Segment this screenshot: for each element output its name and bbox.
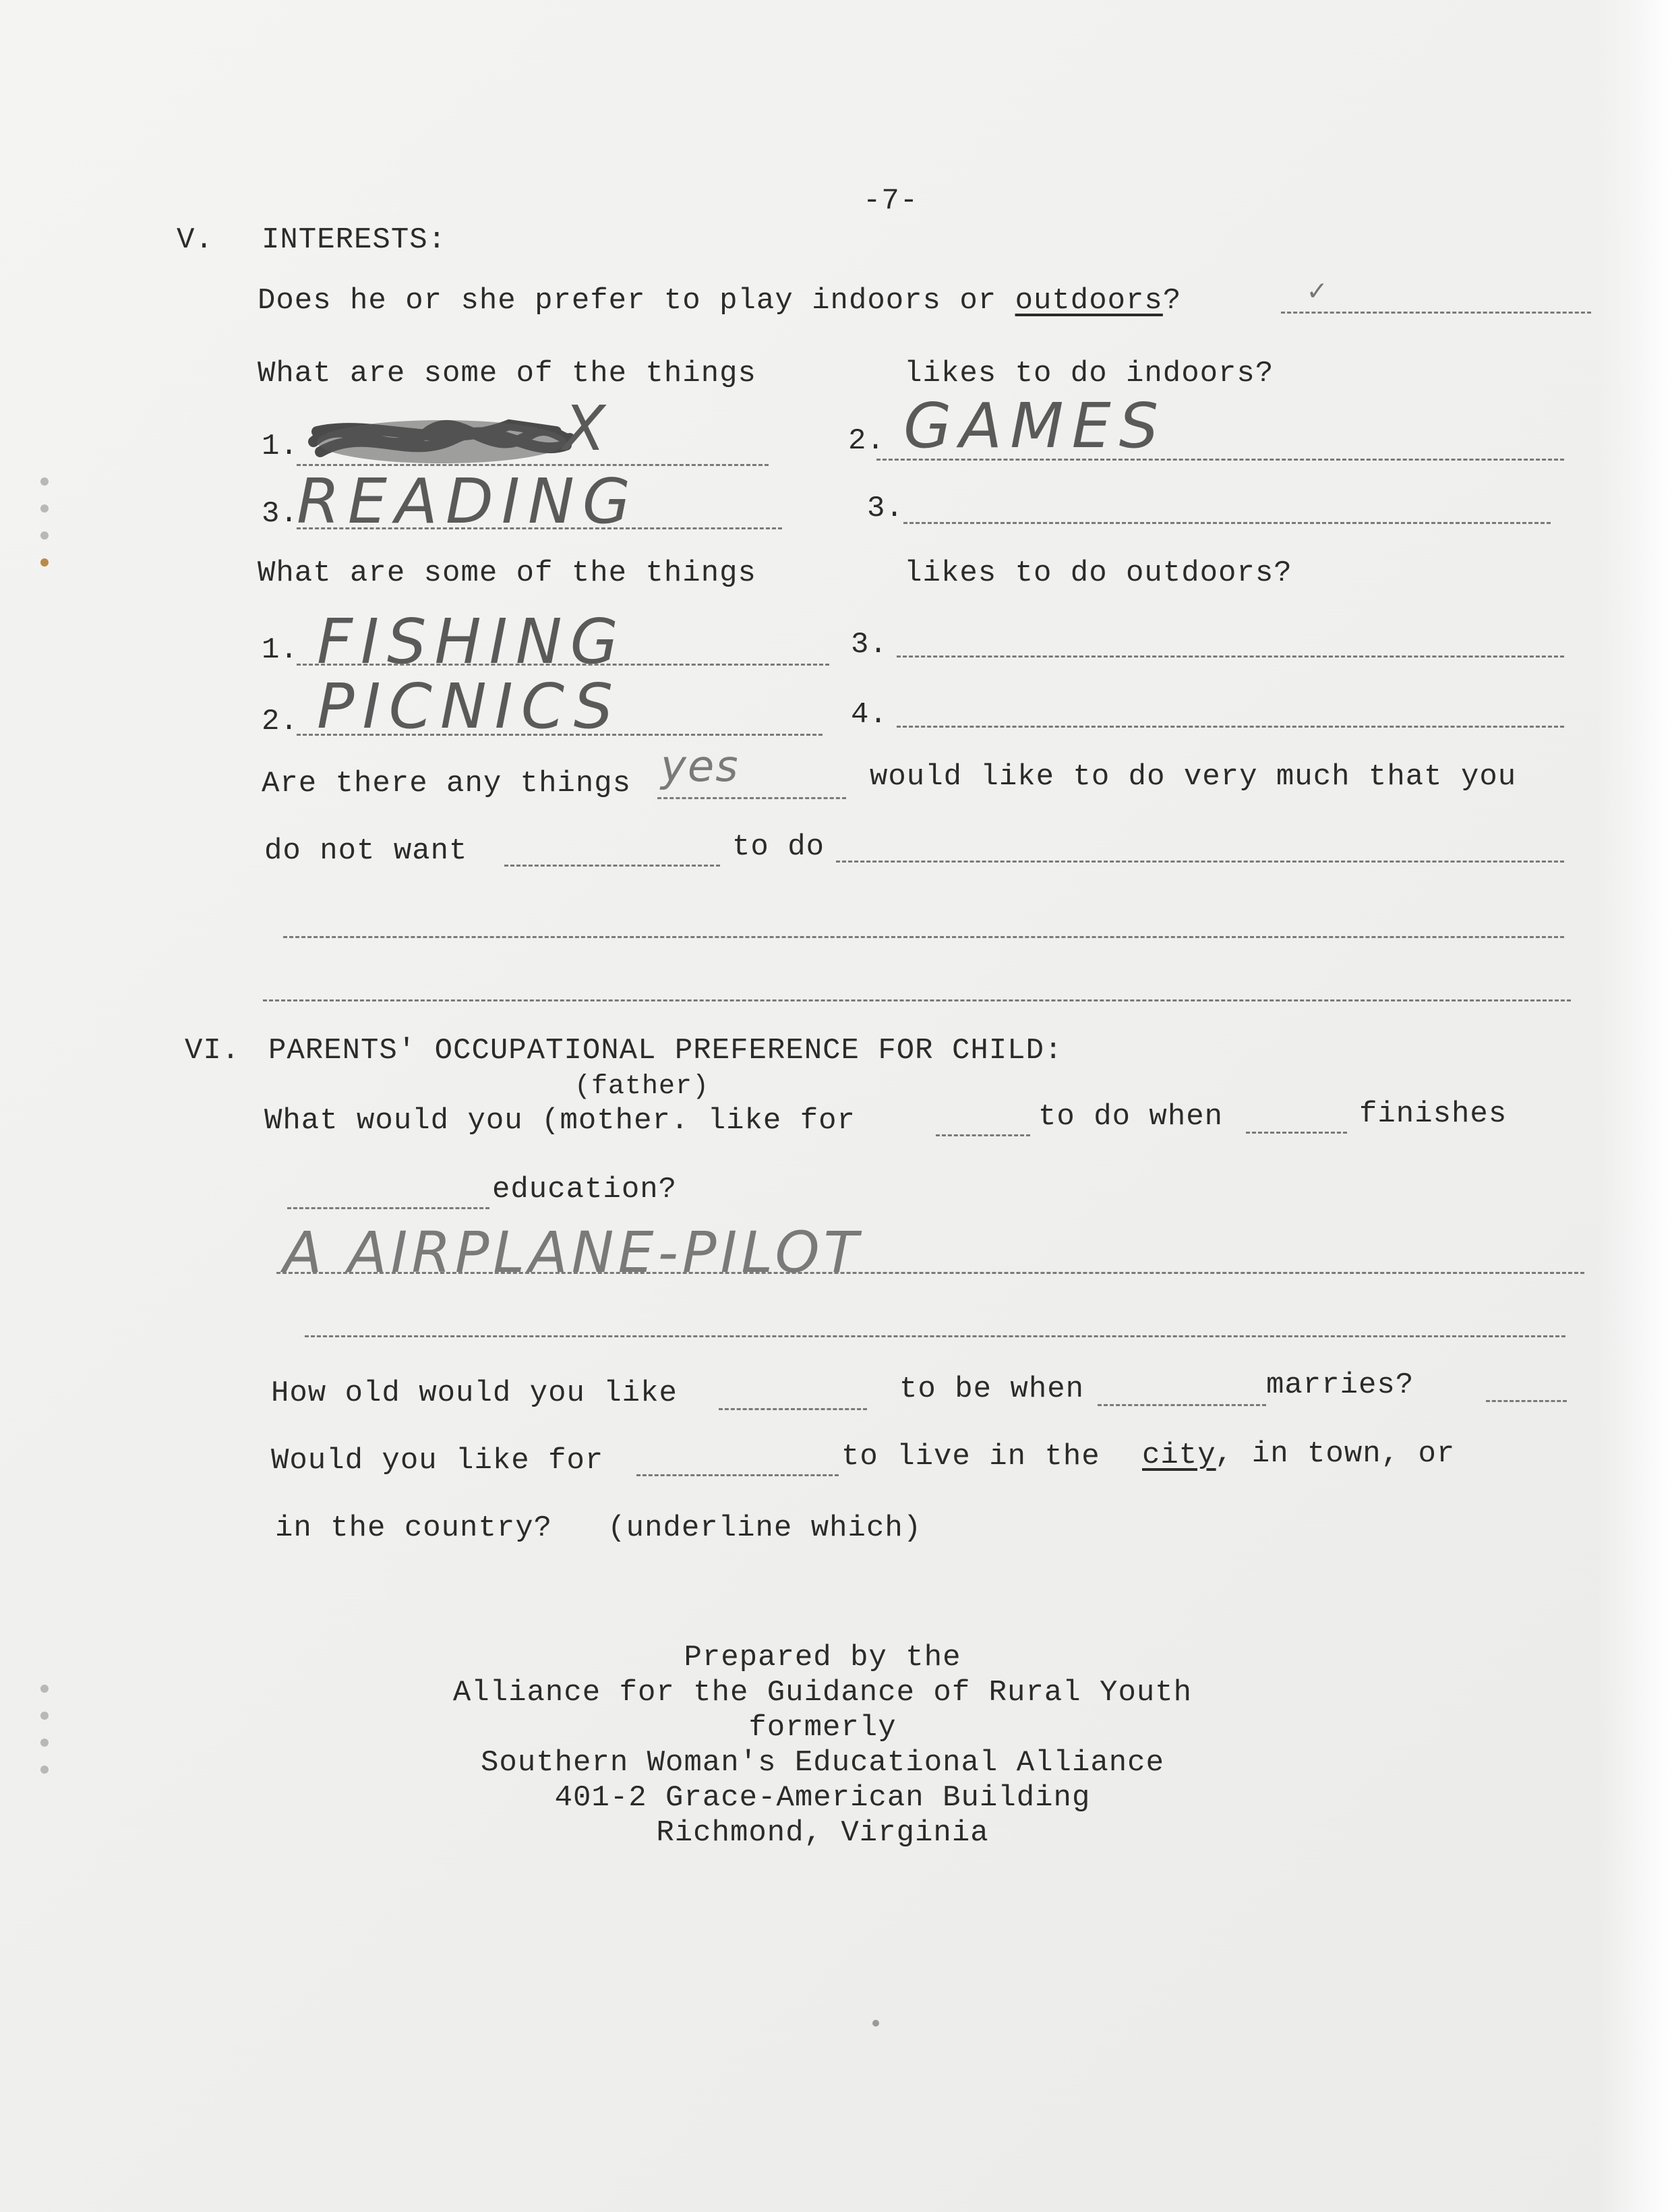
occupation-answer-line-1[interactable] xyxy=(276,1272,1584,1274)
live-child-line[interactable] xyxy=(636,1474,839,1476)
live-question-a: Would you like for xyxy=(271,1444,604,1478)
outdoor-item-4-num: 4. xyxy=(851,698,888,732)
indoor-line-4[interactable] xyxy=(903,522,1551,524)
indoor-item-2-num: 2. xyxy=(848,424,885,458)
outdoor-answer-fishing: FISHING xyxy=(317,606,626,678)
left-edge-marks-top xyxy=(40,459,54,585)
occupation-question-d: education? xyxy=(492,1173,678,1206)
occupation-question-c: finishes xyxy=(1359,1097,1507,1131)
outdoors-underlined: outdoors xyxy=(1015,284,1163,318)
things-question-c: do not want xyxy=(264,834,468,868)
things-question-a: Are there any things xyxy=(262,767,632,801)
occupation-child-line[interactable] xyxy=(936,1134,1030,1136)
outdoor-line-1[interactable] xyxy=(297,664,829,666)
outdoor-item-2-num: 2. xyxy=(262,705,299,738)
do-not-want-line[interactable] xyxy=(504,865,720,867)
footer-line-5: 401-2 Grace-American Building xyxy=(554,1781,1091,1815)
occupation-answer-line-2[interactable] xyxy=(305,1335,1565,1337)
indoor-item-4-num: 3. xyxy=(867,492,904,525)
occupation-finish-line[interactable] xyxy=(1246,1132,1347,1134)
check-mark: ✓ xyxy=(1308,276,1327,310)
live-question-d: in the country? (underline which) xyxy=(275,1511,922,1545)
father-label: (father) xyxy=(574,1072,710,1102)
live-question-c: , in town, or xyxy=(1215,1437,1456,1471)
footer-line-1: Prepared by the xyxy=(684,1641,961,1675)
city-underlined[interactable]: city xyxy=(1142,1438,1216,1472)
age-marry-line[interactable] xyxy=(1098,1404,1266,1406)
section-v-heading: INTERESTS: xyxy=(262,223,447,257)
things-question-d: to do xyxy=(732,830,825,864)
outdoor-line-4[interactable] xyxy=(897,726,1564,728)
age-question-a: How old would you like xyxy=(271,1376,678,1410)
age-child-line[interactable] xyxy=(719,1408,867,1410)
indoor-answer-reading: READING xyxy=(297,465,639,537)
live-question-b: to live in the xyxy=(841,1440,1100,1474)
outdoor-line-2[interactable] xyxy=(297,734,823,736)
outdoor-answer-picnics: PICNICS xyxy=(317,670,622,743)
outdoor-item-3-num: 3. xyxy=(851,628,888,662)
play-question: Does he or she prefer to play indoors or outdoors? xyxy=(258,284,1182,318)
outdoor-question: What are some of the things likes to do outdoors? xyxy=(258,556,1292,590)
age-answer-line[interactable] xyxy=(1486,1400,1567,1402)
occupation-question-a: What would you (mother. like for xyxy=(264,1104,856,1138)
education-line[interactable] xyxy=(287,1207,489,1209)
footer-line-6: Richmond, Virginia xyxy=(656,1816,989,1850)
indoor-line-2[interactable] xyxy=(876,459,1564,461)
things-answer-yes: yes xyxy=(661,742,740,792)
to-do-line[interactable] xyxy=(836,861,1564,863)
paper-speck xyxy=(872,2020,879,2027)
indoor-item-1-num: 1. xyxy=(262,430,299,463)
age-question-c: marries? xyxy=(1266,1368,1414,1402)
indoor-item-3-num: 3. xyxy=(262,497,299,531)
footer-line-4: Southern Woman's Educational Alliance xyxy=(481,1746,1164,1780)
extra-line-2[interactable] xyxy=(263,999,1571,1001)
footer-line-3: formerly xyxy=(748,1711,897,1745)
outdoor-item-1-num: 1. xyxy=(262,633,299,667)
crossed-mark: X xyxy=(563,392,614,465)
indoor-answer-games: GAMES xyxy=(903,390,1167,462)
footer-line-2: Alliance for the Guidance of Rural Youth xyxy=(452,1676,1193,1710)
paper-edge xyxy=(1598,0,1672,2212)
age-question-b: to be when xyxy=(899,1372,1085,1406)
section-vi-heading: PARENTS' OCCUPATIONAL PREFERENCE FOR CHILD: xyxy=(268,1034,1063,1068)
play-answer-line[interactable] xyxy=(1281,312,1591,314)
things-question-b: would like to do very much that you xyxy=(870,760,1517,794)
indoor-line-3[interactable] xyxy=(297,527,782,529)
footer-block xyxy=(0,1640,1645,1851)
extra-line-1[interactable] xyxy=(283,936,1564,938)
section-v-numeral: V. xyxy=(177,223,214,257)
outdoor-line-3[interactable] xyxy=(897,656,1564,658)
things-line[interactable] xyxy=(657,797,846,799)
page-number: -7- xyxy=(863,184,919,218)
occupation-question-b: to do when xyxy=(1038,1100,1224,1134)
section-vi-numeral: VI. xyxy=(185,1034,241,1068)
scribbled-out-answer xyxy=(307,405,576,472)
occupation-answer: A AIRPLANE-PILOT xyxy=(283,1219,862,1285)
indoor-question: What are some of the things likes to do indoors? xyxy=(258,357,1274,390)
